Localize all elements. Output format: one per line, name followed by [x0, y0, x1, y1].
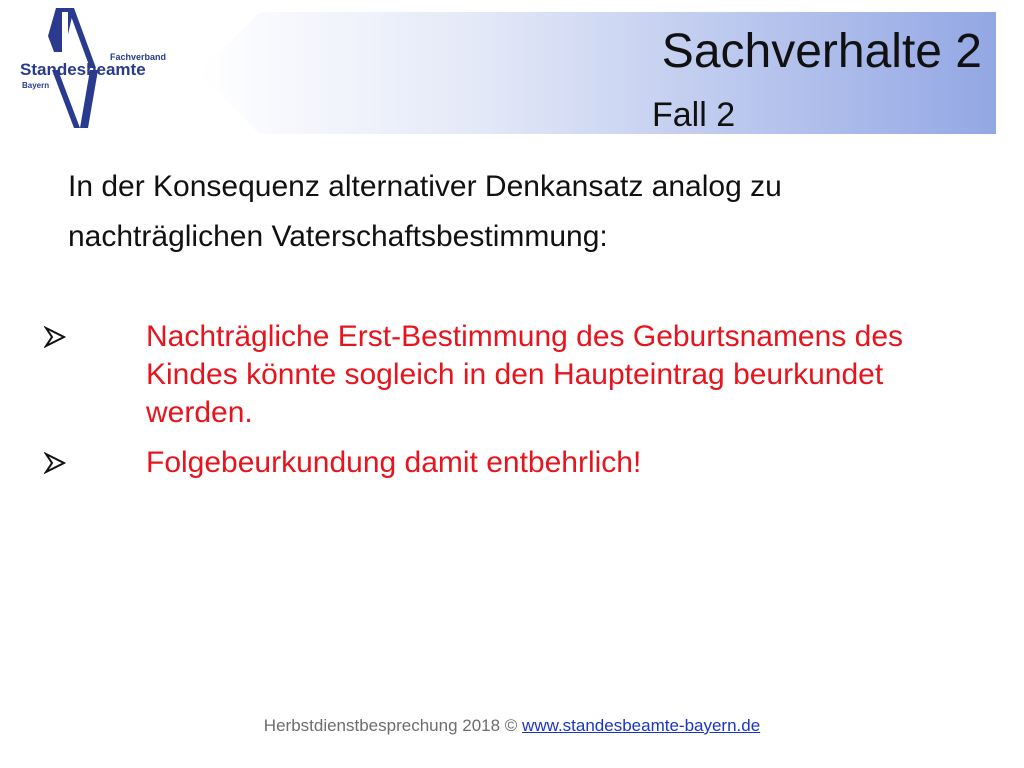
page-title: Sachverhalte 2 [661, 25, 982, 78]
footer-link[interactable]: www.standesbeamte-bayern.de [522, 716, 761, 735]
page-subtitle: Fall 2 [652, 96, 736, 134]
intro-text [68, 162, 948, 262]
footer-text: Herbstdienstbesprechung 2018 © [263, 716, 523, 735]
arrowhead-bullet-icon [44, 318, 146, 358]
logo-text-standesbeamte: Standesbeamte [20, 60, 146, 79]
bullet-text: Folgebeurkundung damit entbehrlich! [146, 446, 642, 479]
bullet-item [44, 318, 984, 432]
logo-text-bayern: Bayern [22, 81, 50, 90]
bullet-text: Nachträgliche Erst-Bestimmung des Geburtsnamens des Kindes könnte sogleich in den Haupteintrag beurkundet werden. [146, 320, 904, 429]
bullet-item [44, 444, 984, 484]
intro-line-2: nachträglichen Vaterschaftsbestimmung: [68, 220, 608, 253]
arrowhead-bullet-icon [44, 444, 146, 484]
bullet-list [44, 318, 984, 496]
logo-text-fachverband: Fachverband [110, 52, 167, 62]
logo [18, 8, 168, 132]
intro-line-1: In der Konsequenz alternativer Denkansatz analog zu [68, 170, 782, 203]
footer [0, 716, 1024, 736]
